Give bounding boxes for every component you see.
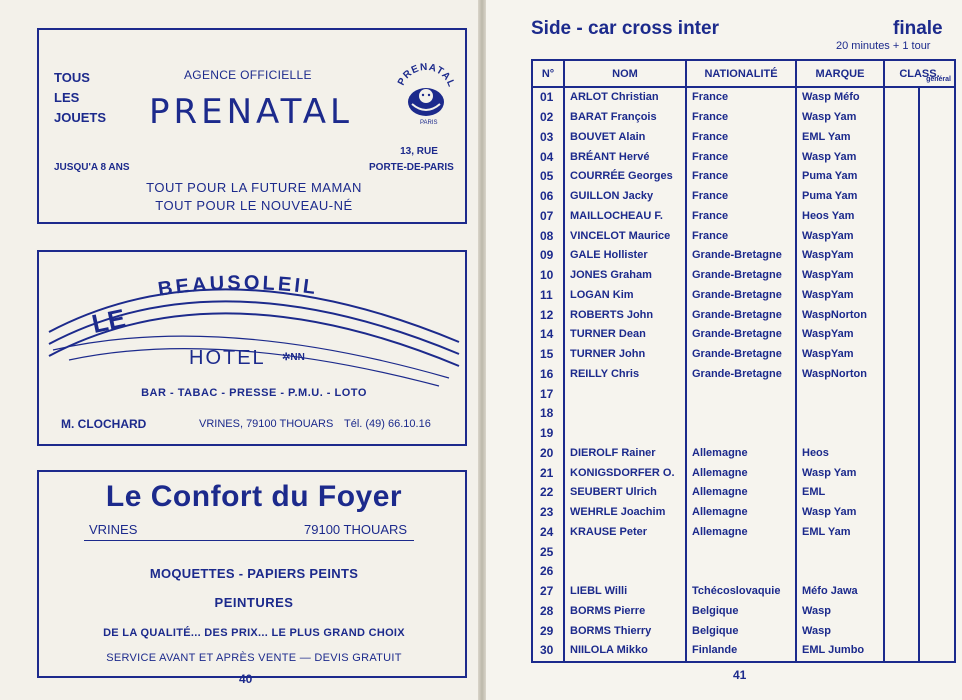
row-nationality: Allemagne xyxy=(686,483,796,503)
row-marque: WaspNorton xyxy=(796,305,884,325)
row-class-cell xyxy=(884,286,919,306)
row-name: LIEBL Willi xyxy=(564,582,686,602)
products-text: MOQUETTES - PAPIERS PEINTS xyxy=(149,566,359,581)
row-class-cell xyxy=(884,365,919,385)
row-general-cell xyxy=(919,226,955,246)
row-class-cell xyxy=(884,207,919,227)
row-general-cell xyxy=(919,463,955,483)
ad-prenatal xyxy=(37,28,467,224)
row-general-cell xyxy=(919,167,955,187)
row-general-cell xyxy=(919,246,955,266)
row-class-cell xyxy=(884,542,919,562)
row-name: TURNER John xyxy=(564,345,686,365)
row-nationality: Allemagne xyxy=(686,463,796,483)
row-nationality: Grande-Bretagne xyxy=(686,345,796,365)
confort-zip: 79100 THOUARS xyxy=(304,522,408,537)
row-class-cell xyxy=(884,582,919,602)
future-maman-text: TOUT POUR LA FUTURE MAMAN xyxy=(146,180,362,195)
nouveau-ne-text: TOUT POUR LE NOUVEAU-NÉ xyxy=(155,198,353,213)
row-num: 12 xyxy=(532,305,564,325)
row-name: SEUBERT Ulrich xyxy=(564,483,686,503)
row-class-cell xyxy=(884,187,919,207)
table-row xyxy=(532,404,955,424)
row-name: KRAUSE Peter xyxy=(564,523,686,543)
row-nationality: Grande-Bretagne xyxy=(686,325,796,345)
row-marque: EML xyxy=(796,483,884,503)
page-number-right: 41 xyxy=(733,668,747,682)
row-marque: Wasp xyxy=(796,602,884,622)
row-name: GUILLON Jacky xyxy=(564,187,686,207)
prenatal-logo xyxy=(394,60,458,132)
row-num: 17 xyxy=(532,384,564,404)
divider xyxy=(84,540,414,541)
row-general-cell xyxy=(919,542,955,562)
row-nationality: Allemagne xyxy=(686,503,796,523)
row-nationality: Allemagne xyxy=(686,523,796,543)
row-general-cell xyxy=(919,87,955,108)
row-name: REILLY Chris xyxy=(564,365,686,385)
row-general-cell xyxy=(919,365,955,385)
hotel-text: HOTEL xyxy=(189,347,266,369)
row-nationality: Tchécoslovaquie xyxy=(686,582,796,602)
agence-text: AGENCE OFFICIELLE xyxy=(184,68,312,82)
row-class-cell xyxy=(884,384,919,404)
row-num: 04 xyxy=(532,147,564,167)
table-row xyxy=(532,345,955,365)
row-nationality: France xyxy=(686,226,796,246)
row-marque: EML Jumbo xyxy=(796,641,884,662)
row-marque xyxy=(796,542,884,562)
row-class-cell xyxy=(884,246,919,266)
row-nationality xyxy=(686,424,796,444)
row-num: 14 xyxy=(532,325,564,345)
header-general: général xyxy=(926,76,951,83)
row-nationality: Belgique xyxy=(686,621,796,641)
row-general-cell xyxy=(919,523,955,543)
row-marque: Puma Yam xyxy=(796,167,884,187)
table-row xyxy=(532,87,955,108)
row-nationality: Grande-Bretagne xyxy=(686,305,796,325)
row-name: BOUVET Alain xyxy=(564,128,686,148)
row-general-cell xyxy=(919,147,955,167)
header-nationalite: NATIONALITÉ xyxy=(686,60,796,87)
row-name: BORMS Pierre xyxy=(564,602,686,622)
row-general-cell xyxy=(919,602,955,622)
row-class-cell xyxy=(884,108,919,128)
row-nationality: France xyxy=(686,128,796,148)
row-num: 08 xyxy=(532,226,564,246)
row-class-cell xyxy=(884,128,919,148)
table-row xyxy=(532,542,955,562)
porte-text: PORTE-DE-PARIS xyxy=(369,162,454,173)
confort-title: Le Confort du Foyer xyxy=(105,480,403,513)
race-duration: 20 minutes + 1 tour xyxy=(836,40,931,52)
row-marque: WaspYam xyxy=(796,345,884,365)
svg-text:PRENATAL: PRENATAL xyxy=(396,61,457,90)
row-num: 25 xyxy=(532,542,564,562)
row-marque: Puma Yam xyxy=(796,187,884,207)
row-general-cell xyxy=(919,187,955,207)
row-marque: Méfo Jawa xyxy=(796,582,884,602)
header-nom: NOM xyxy=(564,60,686,87)
prenatal-brand: PRENATAL xyxy=(149,92,353,132)
row-num: 22 xyxy=(532,483,564,503)
table-row xyxy=(532,483,955,503)
row-num: 20 xyxy=(532,444,564,464)
row-num: 29 xyxy=(532,621,564,641)
entries-body xyxy=(532,87,955,662)
row-num: 10 xyxy=(532,266,564,286)
row-general-cell xyxy=(919,621,955,641)
header-class-label: CLASS. xyxy=(899,67,940,80)
row-general-cell xyxy=(919,266,955,286)
row-num: 18 xyxy=(532,404,564,424)
table-row xyxy=(532,187,955,207)
row-general-cell xyxy=(919,325,955,345)
table-row xyxy=(532,384,955,404)
row-class-cell xyxy=(884,404,919,424)
table-row xyxy=(532,266,955,286)
header-class xyxy=(884,60,955,87)
table-row xyxy=(532,108,955,128)
row-num: 30 xyxy=(532,641,564,662)
peintures-text: PEINTURES xyxy=(214,595,294,610)
row-general-cell xyxy=(919,424,955,444)
row-general-cell xyxy=(919,562,955,582)
row-marque: Wasp Yam xyxy=(796,503,884,523)
table-row xyxy=(532,503,955,523)
row-name: BRÉANT Hervé xyxy=(564,147,686,167)
ad-beausoleil xyxy=(37,250,467,446)
row-name xyxy=(564,424,686,444)
table-row xyxy=(532,128,955,148)
race-title: Side - car cross inter xyxy=(531,18,719,39)
row-num: 19 xyxy=(532,424,564,444)
row-name: MAILLOCHEAU F. xyxy=(564,207,686,227)
row-class-cell xyxy=(884,602,919,622)
row-nationality xyxy=(686,404,796,424)
row-name xyxy=(564,384,686,404)
row-num: 07 xyxy=(532,207,564,227)
table-row xyxy=(532,246,955,266)
row-nationality: Grande-Bretagne xyxy=(686,266,796,286)
row-num: 23 xyxy=(532,503,564,523)
row-marque: EML Yam xyxy=(796,128,884,148)
le-text: LE xyxy=(89,302,128,340)
row-num: 28 xyxy=(532,602,564,622)
row-num: 16 xyxy=(532,365,564,385)
row-class-cell xyxy=(884,305,919,325)
row-general-cell xyxy=(919,483,955,503)
row-name: ROBERTS John xyxy=(564,305,686,325)
row-name: GALE Hollister xyxy=(564,246,686,266)
rue-text: 13, RUE xyxy=(400,146,438,157)
row-name: BARAT François xyxy=(564,108,686,128)
services-text: BAR - TABAC - PRESSE - P.M.U. - LOTO xyxy=(141,387,367,399)
row-name: ARLOT Christian xyxy=(564,87,686,108)
table-row xyxy=(532,305,955,325)
table-row xyxy=(532,444,955,464)
row-class-cell xyxy=(884,226,919,246)
row-general-cell xyxy=(919,582,955,602)
svg-text:BEAUSOLEIL xyxy=(157,272,320,301)
hotel-phone: Tél. (49) 66.10.16 xyxy=(344,418,431,430)
row-class-cell xyxy=(884,523,919,543)
row-class-cell xyxy=(884,147,919,167)
row-name: LOGAN Kim xyxy=(564,286,686,306)
row-name: KONIGSDORFER O. xyxy=(564,463,686,483)
row-marque: WaspYam xyxy=(796,325,884,345)
row-class-cell xyxy=(884,444,919,464)
page-spine xyxy=(478,0,486,700)
row-class-cell xyxy=(884,562,919,582)
svg-text:PARIS: PARIS xyxy=(420,120,438,126)
row-marque: WaspYam xyxy=(796,226,884,246)
row-class-cell xyxy=(884,424,919,444)
table-row xyxy=(532,641,955,662)
row-class-cell xyxy=(884,483,919,503)
jouets-text: JOUETS xyxy=(54,110,107,125)
table-row xyxy=(532,325,955,345)
row-class-cell xyxy=(884,345,919,365)
row-general-cell xyxy=(919,305,955,325)
beausoleil-name: BEAUSOLEIL xyxy=(156,272,320,301)
table-row xyxy=(532,621,955,641)
service-text: SERVICE AVANT ET APRÈS VENTE — DEVIS GRATUIT xyxy=(106,652,402,664)
row-name: DIEROLF Rainer xyxy=(564,444,686,464)
row-num: 06 xyxy=(532,187,564,207)
row-num: 01 xyxy=(532,87,564,108)
row-marque xyxy=(796,562,884,582)
table-row xyxy=(532,523,955,543)
row-num: 03 xyxy=(532,128,564,148)
row-class-cell xyxy=(884,503,919,523)
row-num: 27 xyxy=(532,582,564,602)
inn-text: ✲NN xyxy=(282,352,305,363)
row-num: 05 xyxy=(532,167,564,187)
row-class-cell xyxy=(884,463,919,483)
row-num: 24 xyxy=(532,523,564,543)
row-class-cell xyxy=(884,266,919,286)
row-marque: Wasp Yam xyxy=(796,147,884,167)
row-marque: WaspYam xyxy=(796,266,884,286)
tous-text: TOUS xyxy=(54,70,90,85)
row-nationality: Finlande xyxy=(686,641,796,662)
table-row xyxy=(532,582,955,602)
row-num: 26 xyxy=(532,562,564,582)
row-nationality: France xyxy=(686,87,796,108)
row-class-cell xyxy=(884,87,919,108)
row-nationality: France xyxy=(686,187,796,207)
table-row xyxy=(532,167,955,187)
owner-name: M. CLOCHARD xyxy=(61,417,147,431)
row-general-cell xyxy=(919,108,955,128)
row-name: NIILOLA Mikko xyxy=(564,641,686,662)
row-marque: WaspYam xyxy=(796,246,884,266)
row-nationality: Grande-Bretagne xyxy=(686,246,796,266)
header-marque: MARQUE xyxy=(796,60,884,87)
row-general-cell xyxy=(919,503,955,523)
row-general-cell xyxy=(919,444,955,464)
table-row xyxy=(532,424,955,444)
table-row xyxy=(532,463,955,483)
row-name: BORMS Thierry xyxy=(564,621,686,641)
row-marque xyxy=(796,424,884,444)
table-row xyxy=(532,207,955,227)
finale-label: finale xyxy=(893,18,943,39)
table-row xyxy=(532,602,955,622)
row-marque: Heos xyxy=(796,444,884,464)
row-nationality: Grande-Bretagne xyxy=(686,365,796,385)
row-name xyxy=(564,404,686,424)
row-nationality xyxy=(686,384,796,404)
row-marque: Wasp Yam xyxy=(796,463,884,483)
row-name: TURNER Dean xyxy=(564,325,686,345)
row-nationality: Belgique xyxy=(686,602,796,622)
row-nationality xyxy=(686,542,796,562)
row-marque xyxy=(796,384,884,404)
row-general-cell xyxy=(919,404,955,424)
table-row xyxy=(532,365,955,385)
row-marque: Heos Yam xyxy=(796,207,884,227)
row-general-cell xyxy=(919,384,955,404)
row-marque: Wasp xyxy=(796,621,884,641)
row-class-cell xyxy=(884,325,919,345)
row-class-cell xyxy=(884,167,919,187)
table-row xyxy=(532,147,955,167)
row-nationality: France xyxy=(686,108,796,128)
row-marque xyxy=(796,404,884,424)
les-text: LES xyxy=(54,90,80,105)
row-general-cell xyxy=(919,345,955,365)
row-general-cell xyxy=(919,207,955,227)
row-general-cell xyxy=(919,641,955,662)
row-num: 09 xyxy=(532,246,564,266)
age-text: JUSQU'A 8 ANS xyxy=(54,162,130,173)
hotel-address: VRINES, 79100 THOUARS xyxy=(199,418,334,430)
row-class-cell xyxy=(884,641,919,662)
row-general-cell xyxy=(919,128,955,148)
row-num: 11 xyxy=(532,286,564,306)
quality-text: DE LA QUALITÉ... DES PRIX... LE PLUS GRAND CHOIX xyxy=(103,627,405,639)
row-nationality: France xyxy=(686,207,796,227)
row-general-cell xyxy=(919,286,955,306)
header-num: N° xyxy=(532,60,564,87)
row-nationality: France xyxy=(686,167,796,187)
row-name: JONES Graham xyxy=(564,266,686,286)
row-marque: Wasp Méfo xyxy=(796,87,884,108)
row-name xyxy=(564,562,686,582)
table-row xyxy=(532,286,955,306)
page-number-left: 40 xyxy=(239,672,253,686)
ad-confort-du-foyer xyxy=(37,470,467,678)
row-marque: Wasp Yam xyxy=(796,108,884,128)
row-name xyxy=(564,542,686,562)
entries-table xyxy=(531,59,956,663)
row-num: 02 xyxy=(532,108,564,128)
row-nationality: Grande-Bretagne xyxy=(686,286,796,306)
confort-town: VRINES xyxy=(89,522,138,537)
row-marque: EML Yam xyxy=(796,523,884,543)
table-row xyxy=(532,226,955,246)
row-num: 21 xyxy=(532,463,564,483)
row-nationality: France xyxy=(686,147,796,167)
table-row xyxy=(532,562,955,582)
row-name: VINCELOT Maurice xyxy=(564,226,686,246)
row-marque: WaspYam xyxy=(796,286,884,306)
row-marque: WaspNorton xyxy=(796,365,884,385)
row-nationality xyxy=(686,562,796,582)
row-name: WEHRLE Joachim xyxy=(564,503,686,523)
row-name: COURRÉE Georges xyxy=(564,167,686,187)
row-class-cell xyxy=(884,621,919,641)
row-num: 15 xyxy=(532,345,564,365)
row-nationality: Allemagne xyxy=(686,444,796,464)
tous-les-jouets xyxy=(54,68,106,128)
